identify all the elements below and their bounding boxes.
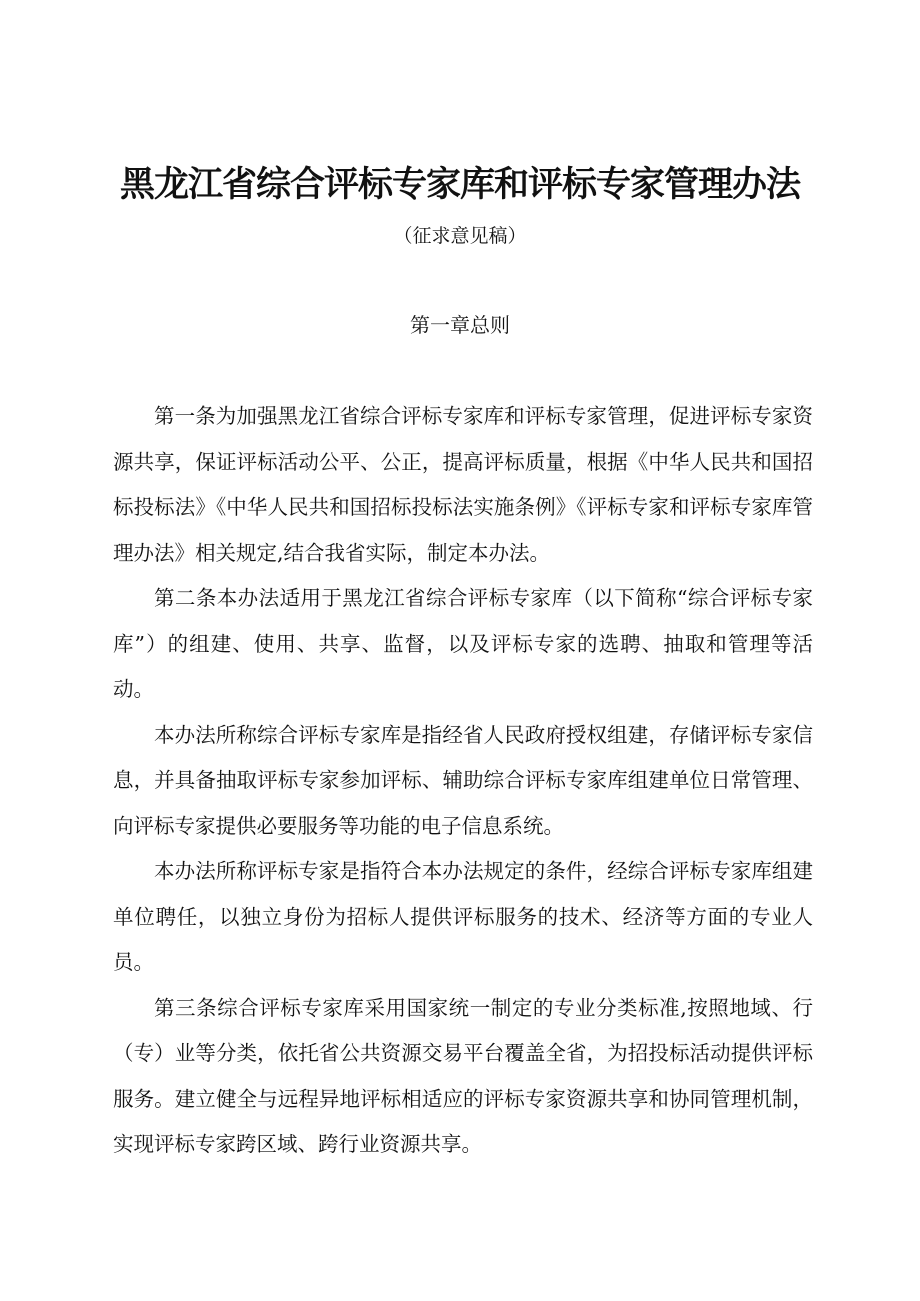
expert-database-definition-paragraph: 本办法所称综合评标专家库是指经省人民政府授权组建，存储评标专家信息，并具备抽取评标专家参加评标、辅助综合评标专家库组建单位日常管理、向评标专家提供必要服务等功能的电子信息系统。 xyxy=(113,722,813,838)
article-2-paragraph: 第二条本办法适用于黑龙江省综合评标专家库（以下简称“综合评标专家库”）的组建、使用、共享、监督，以及评标专家的选聘、抽取和管理等活动。 xyxy=(113,586,813,701)
document-body xyxy=(113,394,813,1168)
article-3-paragraph: 第三条综合评标专家库采用国家统一制定的专业分类标准,按照地域、行（专）业等分类，依托省公共资源交易平台覆盖全省，为招投标活动提供评标服务。建立健全与远程异地评标相适应的评标专家资源共享和协同管理机制，实现评标专家跨区域、跨行业资源共享。 xyxy=(113,995,813,1156)
expert-definition-paragraph: 本办法所称评标专家是指符合本办法规定的条件，经综合评标专家库组建单位聘任，以独立身份为招标人提供评标服务的技术、经济等方面的专业人员。 xyxy=(113,859,813,974)
article-1-paragraph: 第一条为加强黑龙江省综合评标专家库和评标专家管理，促进评标专家资源共享，保证评标活动公平、公正，提高评标质量，根据《中华人民共和国招标投标法》《中华人民共和国招标投标法实施条例》《评标专家和评标专家库管理办法》相关规定,结合我省实际，制定本办法。 xyxy=(113,404,813,565)
document-title: 黑龙江省综合评标专家库和评标专家管理办法 xyxy=(119,165,800,205)
chapter-heading: 第一章总则 xyxy=(410,313,510,337)
document-subtitle: （征求意见稿） xyxy=(393,225,527,247)
